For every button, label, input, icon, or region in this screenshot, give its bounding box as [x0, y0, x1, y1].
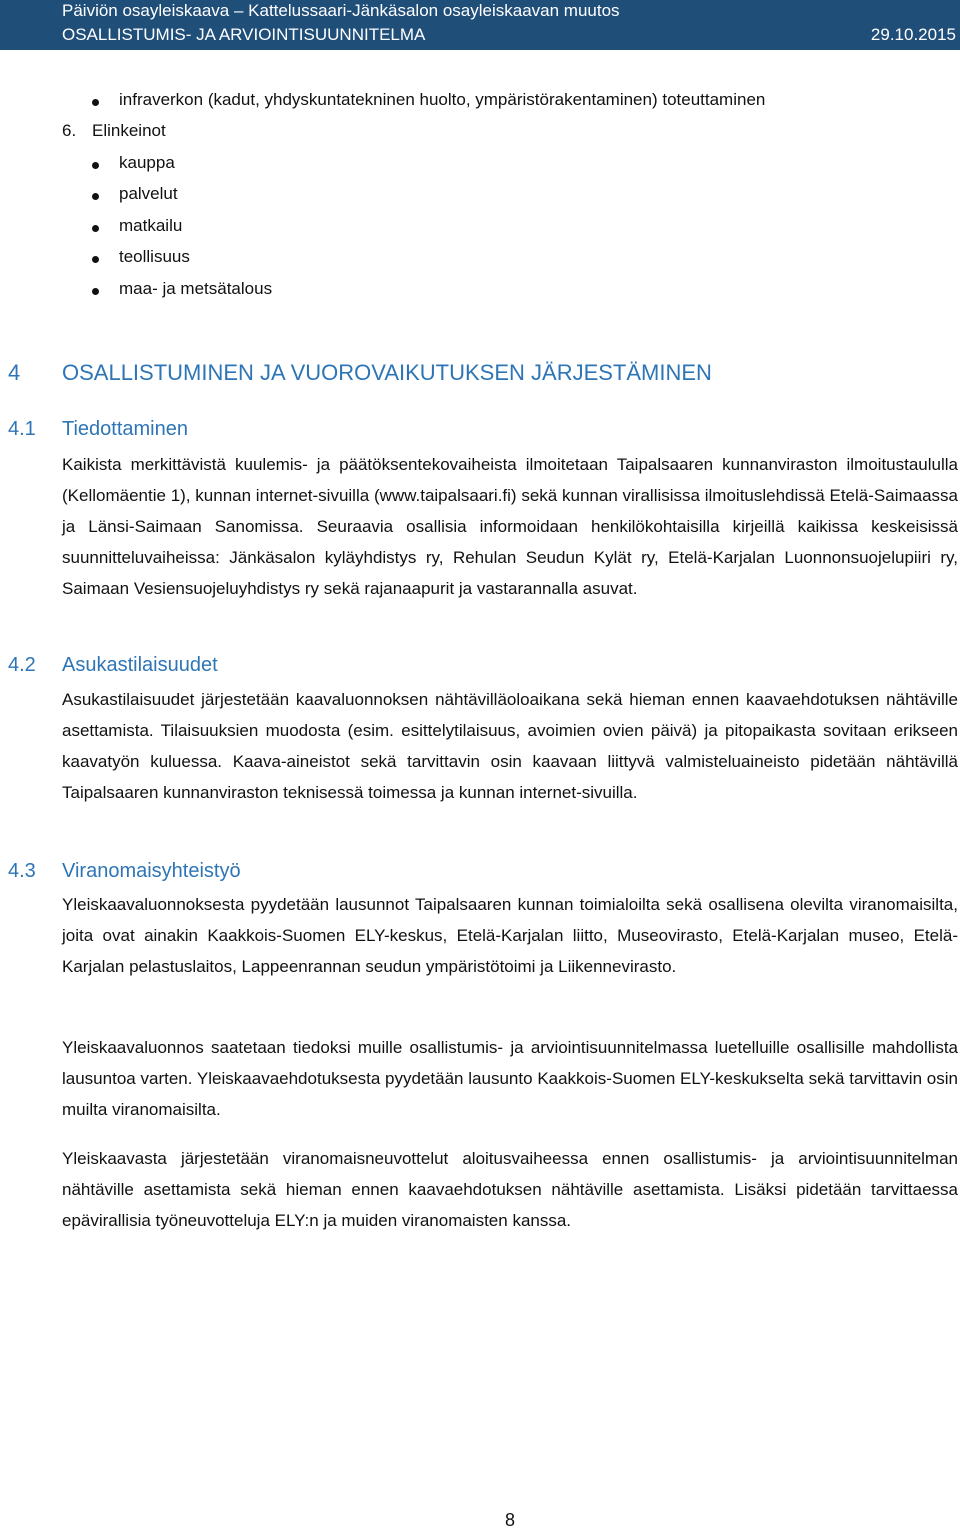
header-date: 29.10.2015 [870, 25, 956, 44]
subsection-heading [8, 654, 218, 677]
paragraph: Yleiskaavaluonnos saatetaan tiedoksi muille osallistumis- ja arviointisuunnitelmassa luetelluille osallisille mahdollista lausuntoa varten. Yleiskaavaehdotuksesta pyydetään lausunto Kaakkois-Suomen ELY-keskukselta sekä tarvittavin osin muilta viranomaisilta. [62, 1038, 958, 1119]
list-item-text: palvelut [119, 184, 178, 203]
list-item-text: matkailu [119, 216, 183, 235]
paragraph: Yleiskaavasta järjestetään viranomaisneuvottelut aloitusvaiheessa ennen osallistumis- ja arviointisuunnitelman nähtäville asettamista sekä hieman ennen kaavaehdotuksen nähtäville asettamista. Lisäksi pidetään tarvittaessa epävirallisia työneuvotteluja ELY:n ja muiden viranomaisten kanssa. [62, 1149, 958, 1230]
list-item-text: kauppa [119, 153, 175, 172]
bullet-icon [92, 225, 99, 232]
subsection-title: Asukastilaisuudet [62, 654, 218, 676]
bullet-icon [92, 288, 99, 295]
section-title: OSALLISTUMINEN JA VUOROVAIKUTUKSEN JÄRJESTÄMINEN [62, 360, 712, 385]
bullet-icon [92, 256, 99, 263]
header-title: Päiviön osayleiskaava – Kattelussaari-Jänkäsalon osayleiskaavan muutos [62, 1, 620, 20]
subsection-number: 4.2 [8, 654, 36, 676]
list-item-text: maa- ja metsätalous [119, 279, 273, 298]
subsection-number: 4.1 [8, 418, 36, 440]
paragraph: Kaikista merkittävistä kuulemis- ja päätöksentekovaiheista ilmoitetaan Taipalsaaren kunnanviraston ilmoitustaululla (Kellomäentie 1), kunnan internet-sivuilla (www.taipalsaari.fi) sekä kunnan virallisissa ilmoituslehdissä Etelä-Saimaassa ja Länsi-Saimaan Sanomissa. Seuraavia osallisia informoidaan henkilökohtaisilla kirjeillä kaikissa keskeisissä suunnitteluvaiheissa: Jänkäsalon kyläyhdistys ry, Rehulan Seudun Kylät ry, Etelä-Karjalan Luonnonsuojelupiiri ry, Saimaan Vesiensuojeluyhdistys ry sekä rajanaapurit ja vastarannalla asuvat. [62, 455, 958, 598]
bullet-icon [92, 99, 99, 106]
list-section-label: Elinkeinot [92, 121, 166, 140]
list-section-number: 6. [62, 121, 77, 140]
section-number: 4 [8, 360, 21, 385]
paragraph: Asukastilaisuudet järjestetään kaavaluonnoksen nähtävilläoloaikana sekä hieman ennen kaavaehdotuksen nähtäville asettamista. Tilaisuuksien muodosta (esim. esittelytilaisuus, avoimien ovien päivä) ja pitopaikasta sovitaan erikseen kaavatyön kuluessa. Kaava-aineistot sekä tarvittavin osin kaavaan liittyvä valmisteluaineisto pidetään nähtävillä Taipalsaaren kunnanviraston teknisessä toimessa ja kunnan internet-sivuilla. [62, 690, 958, 802]
header-subtitle: OSALLISTUMIS- JA ARVIOINTISUUNNITELMA [62, 25, 426, 44]
subsection-title: Viranomaisyhteistyö [62, 860, 241, 882]
subsection-heading [8, 418, 188, 441]
list-item-text: infraverkon (kadut, yhdyskuntatekninen huolto, ympäristörakentaminen) toteuttaminen [119, 90, 766, 109]
subsection-number: 4.3 [8, 860, 36, 882]
page-header [0, 0, 960, 50]
paragraph: Yleiskaavaluonnoksesta pyydetään lausunnot Taipalsaaren kunnan toimialoilta sekä osallisena olevilta viranomaisilta, joita ovat ainakin Kaakkois-Suomen ELY-keskus, Etelä-Karjalan liitto, Museovirasto, Etelä-Karjalan museo, Etelä-Karjalan pelastuslaitos, Lappeenrannan seudun ympäristötoimi ja Liikennevirasto. [62, 895, 958, 976]
bullet-icon [92, 193, 99, 200]
section-heading [8, 360, 712, 386]
bullet-icon [92, 162, 99, 169]
subsection-title: Tiedottaminen [62, 418, 188, 440]
page-number: 8 [504, 1510, 515, 1530]
list-item-text: teollisuus [119, 247, 190, 266]
subsection-heading [8, 860, 241, 883]
